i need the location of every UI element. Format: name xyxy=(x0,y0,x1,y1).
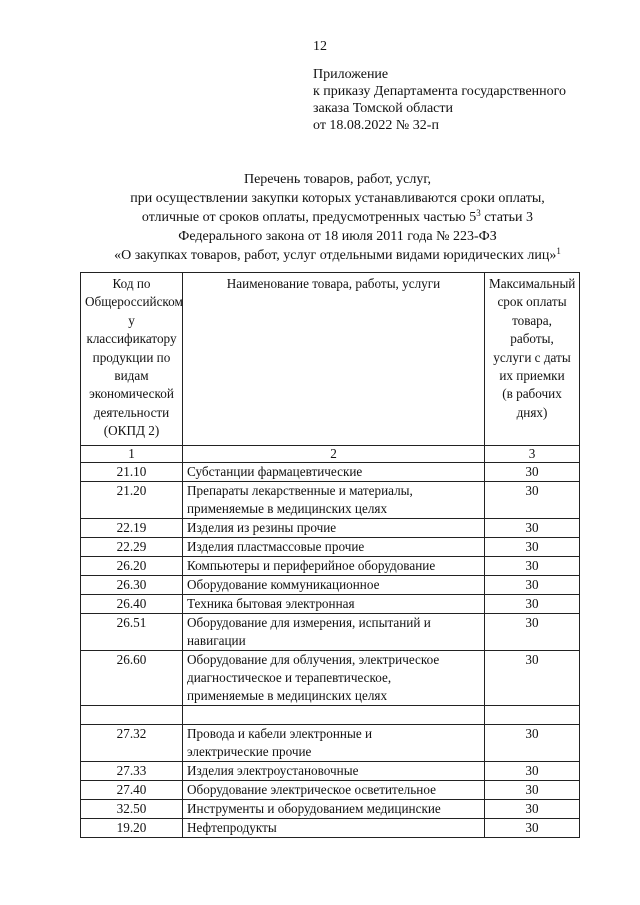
header-line: экономической xyxy=(89,386,174,402)
table-row xyxy=(81,780,580,799)
max-days-cell: 30 xyxy=(485,537,580,556)
heading-text: «О закупках товаров, работ, услуг отдельными видами юридических лиц» xyxy=(114,248,557,263)
header-line: Максимальный xyxy=(489,276,576,291)
appendix-block xyxy=(313,66,566,134)
table-row xyxy=(81,613,580,650)
item-name-cell xyxy=(183,556,485,575)
item-name-line: применяемые в медицинских целях xyxy=(187,687,388,703)
item-name-cell xyxy=(183,705,485,724)
header-line: продукции по xyxy=(92,349,171,365)
heading-line: Перечень товаров, работ, услуг, xyxy=(243,172,432,187)
okpd-code-cell: 21.20 xyxy=(81,481,183,518)
item-name-cell xyxy=(183,780,485,799)
item-name-cell xyxy=(183,537,485,556)
header-line: товара, работы, xyxy=(510,312,554,347)
superscript: 3 xyxy=(476,208,481,218)
item-name-line: Компьютеры и периферийное оборудование xyxy=(187,557,436,573)
okpd-code-cell: 26.51 xyxy=(81,613,183,650)
item-name-line: Субстанции фармацевтические xyxy=(187,463,363,479)
table-row xyxy=(81,818,580,837)
item-name-line: Оборудование электрическое осветительное xyxy=(187,781,436,797)
page-number: 12 xyxy=(313,39,327,54)
header-days-cell xyxy=(485,273,580,446)
table-row xyxy=(81,724,580,761)
max-days-cell: 30 xyxy=(485,650,580,705)
okpd-code-cell: 22.19 xyxy=(81,518,183,537)
table-row xyxy=(81,594,580,613)
item-name-line: Оборудование для измерения, испытаний и xyxy=(187,614,431,630)
item-name-line: Препараты лекарственные и материалы, xyxy=(187,482,413,498)
header-line: (в рабочих xyxy=(502,386,562,402)
column-number: 2 xyxy=(183,445,485,462)
item-name-cell xyxy=(183,594,485,613)
okpd-code-cell xyxy=(81,705,183,724)
appendix-line: к приказу Департамента государственного xyxy=(313,84,567,99)
heading-line: Федерального закона от 18 июля 2011 года № 223-ФЗ xyxy=(178,229,497,244)
heading-text: статьи 3 xyxy=(480,210,534,225)
okpd-code-cell: 32.50 xyxy=(81,799,183,818)
item-name-cell xyxy=(183,799,485,818)
table-row xyxy=(81,537,580,556)
item-name-line: применяемые в медицинских целях xyxy=(187,500,388,516)
blank-row xyxy=(81,705,580,724)
max-days-cell: 30 xyxy=(485,818,580,837)
table-header-row xyxy=(81,273,580,446)
header-line: (ОКПД 2) xyxy=(103,423,160,439)
item-name-cell xyxy=(183,650,485,705)
table-row xyxy=(81,650,580,705)
item-name-line: Изделия электроустановочные xyxy=(187,762,359,778)
heading-text: отличные от сроков оплаты, предусмотренных частью 5 xyxy=(141,210,477,225)
table-row xyxy=(81,556,580,575)
column-number: 3 xyxy=(485,445,580,462)
header-name-cell: Наименование товара, работы, услуги xyxy=(183,273,485,446)
max-days-cell: 30 xyxy=(485,761,580,780)
max-days-cell: 30 xyxy=(485,575,580,594)
header-line: услуги с даты xyxy=(493,349,571,365)
okpd-code-cell: 19.20 xyxy=(81,818,183,837)
item-name-cell xyxy=(183,818,485,837)
item-name-line: Изделия пластмассовые прочие xyxy=(187,538,365,554)
item-name-line: Инструменты и оборудованием медицинские xyxy=(187,800,441,816)
item-name-cell xyxy=(183,761,485,780)
okpd-code-cell: 26.40 xyxy=(81,594,183,613)
document-heading xyxy=(0,170,640,265)
item-name-cell xyxy=(183,575,485,594)
appendix-line: от 18.08.2022 № 32-п xyxy=(313,118,439,133)
footnote-mark: 1 xyxy=(556,246,561,256)
header-line: их приемки xyxy=(499,368,565,384)
okpd-code-cell: 27.40 xyxy=(81,780,183,799)
max-days-cell: 30 xyxy=(485,594,580,613)
max-days-cell: 30 xyxy=(485,481,580,518)
item-name-line: Оборудование для облучения, электрическое xyxy=(187,651,440,667)
item-name-cell xyxy=(183,518,485,537)
item-name-line: Техника бытовая электронная xyxy=(187,595,355,611)
table-row xyxy=(81,799,580,818)
okpd-code-cell: 26.60 xyxy=(81,650,183,705)
item-name-cell xyxy=(183,462,485,481)
header-line: Общероссийском xyxy=(85,294,183,310)
heading-line: при осуществлении закупки которых устанавливаются сроки оплаты, xyxy=(130,191,545,206)
goods-table xyxy=(80,272,580,838)
item-name-line: навигации xyxy=(187,632,246,648)
appendix-line: Приложение xyxy=(313,67,389,82)
header-line: деятельности xyxy=(93,404,170,420)
item-name-line: Оборудование коммуникационное xyxy=(187,576,380,592)
item-name-cell xyxy=(183,613,485,650)
header-code-cell xyxy=(81,273,183,446)
table-row xyxy=(81,761,580,780)
okpd-code-cell: 26.30 xyxy=(81,575,183,594)
item-name-line: Изделия из резины прочие xyxy=(187,519,337,535)
table-row xyxy=(81,481,580,518)
table-row xyxy=(81,462,580,481)
item-name-cell xyxy=(183,481,485,518)
max-days-cell: 30 xyxy=(485,613,580,650)
item-name-line: Провода и кабели электронные и xyxy=(187,725,373,741)
max-days-cell: 30 xyxy=(485,518,580,537)
header-line: видам xyxy=(114,368,149,384)
okpd-code-cell: 27.32 xyxy=(81,724,183,761)
max-days-cell: 30 xyxy=(485,724,580,761)
table-row xyxy=(81,575,580,594)
max-days-cell: 30 xyxy=(485,780,580,799)
okpd-code-cell: 27.33 xyxy=(81,761,183,780)
max-days-cell: 30 xyxy=(485,799,580,818)
header-line: Код по xyxy=(112,276,151,291)
okpd-code-cell: 21.10 xyxy=(81,462,183,481)
okpd-code-cell: 26.20 xyxy=(81,556,183,575)
item-name-line: диагностическое и терапевтическое, xyxy=(187,669,392,685)
item-name-line: электрические прочие xyxy=(187,743,312,759)
appendix-line: заказа Томской области xyxy=(313,101,453,116)
max-days-cell xyxy=(485,705,580,724)
table-row xyxy=(81,518,580,537)
max-days-cell: 30 xyxy=(485,462,580,481)
header-line: срок оплаты xyxy=(497,294,567,310)
item-name-line: Нефтепродукты xyxy=(187,819,277,835)
header-line: днях) xyxy=(516,404,548,420)
max-days-cell: 30 xyxy=(485,556,580,575)
item-name-cell xyxy=(183,724,485,761)
okpd-code-cell: 22.29 xyxy=(81,537,183,556)
column-number-row xyxy=(81,445,580,462)
heading-line xyxy=(0,208,640,227)
column-number: 1 xyxy=(81,445,183,462)
header-line: у классификатору xyxy=(86,312,177,347)
heading-line xyxy=(0,246,640,265)
